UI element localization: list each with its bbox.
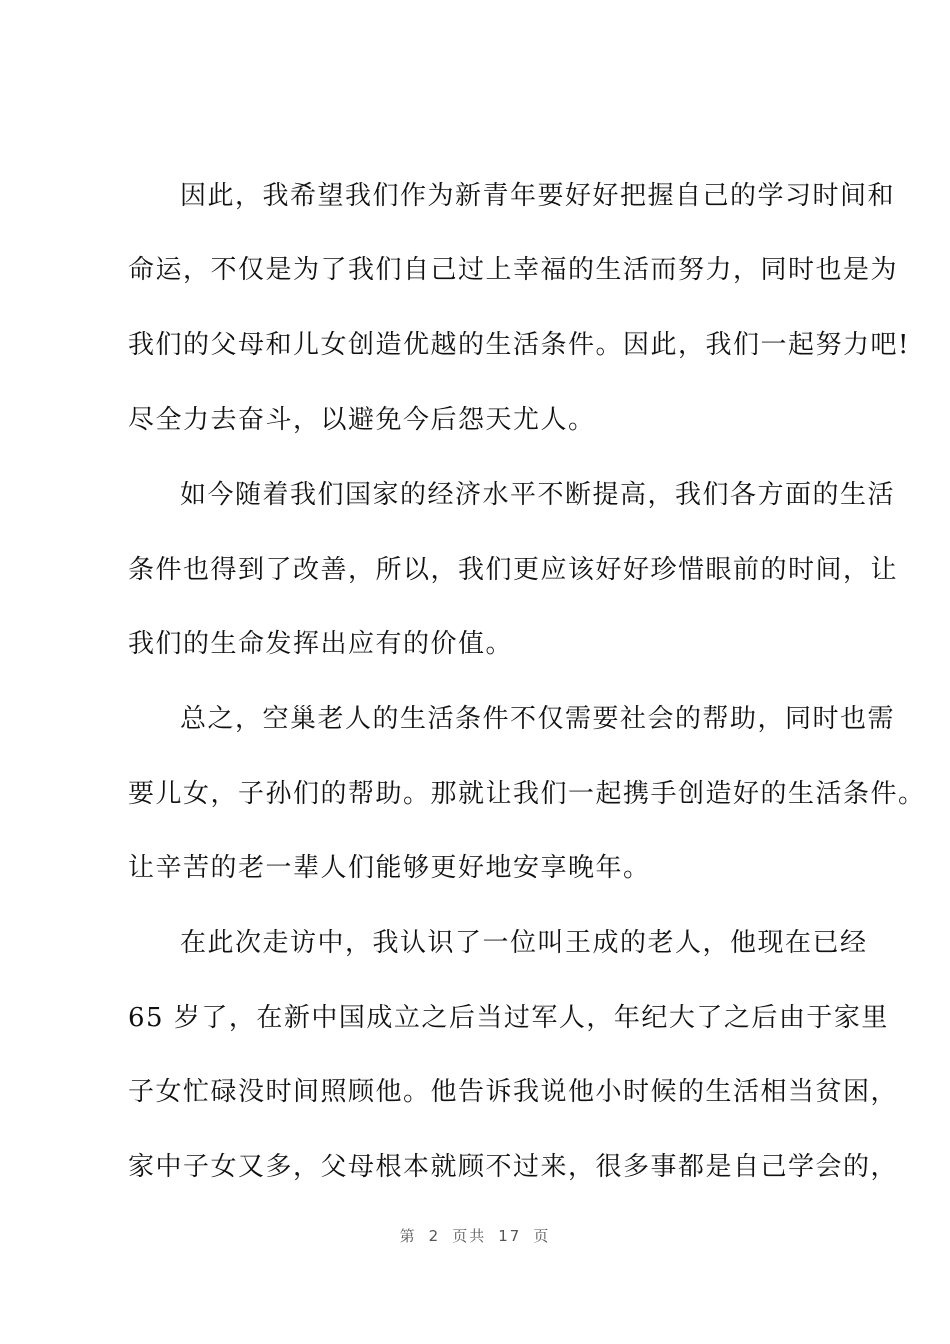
paragraph-4-line-1: 在此次走访中，我认识了一位叫王成的老人，他现在已经 (180, 928, 868, 958)
footer-prefix: 第 (399, 1227, 417, 1245)
paragraph-2-line-1: 如今随着我们国家的经济水平不断提高，我们各方面的生活 (180, 480, 896, 510)
paragraph-3-line-2: 要儿女，子孙们的帮助。那就让我们一起携手创造好的生活条件。 (128, 779, 926, 809)
paragraph-3-line-3: 让辛苦的老一辈人们能够更好地安享晚年。 (128, 853, 651, 883)
paragraph-1-line-3: 我们的父母和儿女创造优越的生活条件。因此，我们一起努力吧! (128, 330, 910, 360)
footer-page-number: 2 (428, 1227, 441, 1245)
page-footer (0, 1226, 950, 1246)
paragraph-2-line-2: 条件也得到了改善，所以，我们更应该好好珍惜眼前的时间，让 (128, 555, 899, 585)
footer-suffix: 页 (533, 1227, 551, 1245)
paragraph-4-line-2: 65 岁了，在新中国成立之后当过军人，年纪大了之后由于家里 (128, 1003, 889, 1033)
paragraph-1-line-1: 因此，我希望我们作为新青年要好好把握自己的学习时间和 (180, 181, 896, 211)
footer-middle: 页共 (452, 1227, 487, 1245)
paragraph-3-line-1: 总之，空巢老人的生活条件不仅需要社会的帮助，同时也需 (180, 704, 896, 734)
paragraph-4-line-4: 家中子女又多，父母根本就顾不过来，很多事都是自己学会的， (128, 1152, 899, 1182)
footer-total-pages: 17 (498, 1227, 522, 1245)
paragraph-1-line-4: 尽全力去奋斗，以避免今后怨天尤人。 (128, 405, 596, 435)
paragraph-1-line-2: 命运，不仅是为了我们自己过上幸福的生活而努力，同时也是为 (128, 255, 899, 285)
paragraph-4-line-3: 子女忙碌没时间照顾他。他告诉我说他小时候的生活相当贫困， (128, 1077, 899, 1107)
paragraph-2-line-3: 我们的生命发挥出应有的价值。 (128, 629, 514, 659)
